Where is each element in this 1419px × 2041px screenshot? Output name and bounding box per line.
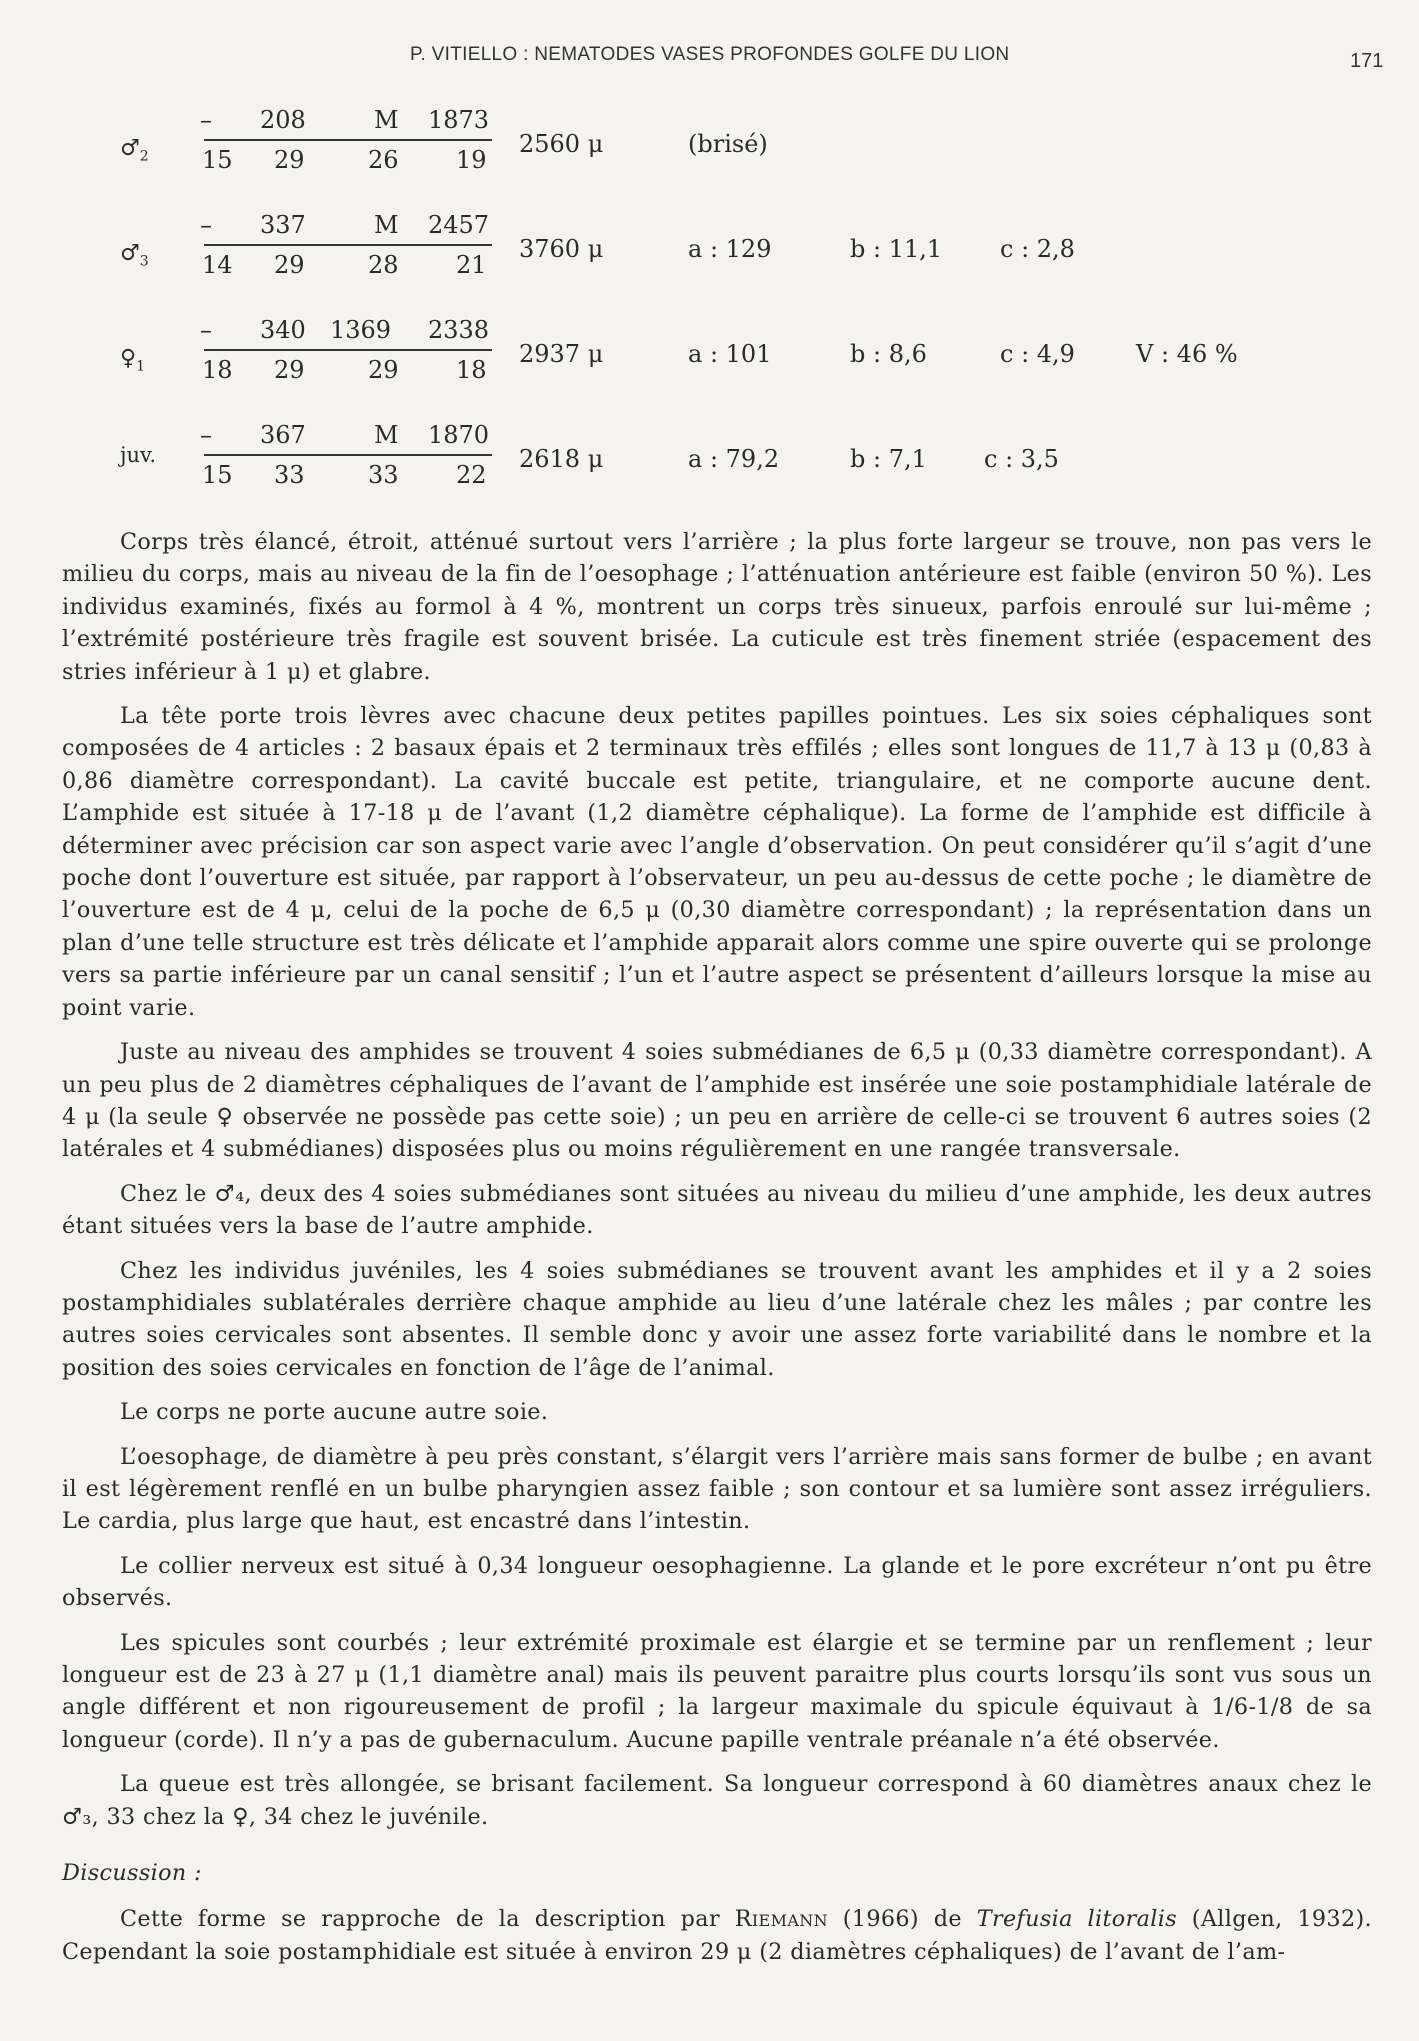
fraction-rule [204,349,492,351]
paragraph-tail: La queue est très allongée, se brisant facilement. Sa longueur correspond à 60 diamètres anaux chez le ♂₃, 33 chez la ♀, 34 chez le juvénile. [62,1771,1372,1830]
ratio-c: c : 2,8 [1000,235,1075,263]
paragraph-submedian-setae: Juste au niveau des amphides se trouvent 4 soies submédianes de 6,5 μ (0,33 diamètre correspondant). A un peu plus de 2 diamètres céphaliques de l’avant de l’amphide est insérée une soie postamphidiale latérale de 4 μ (la seule ♀ observée ne possède pas cette soie) ; un peu en arrière de celle-ci se trouvent 6 autres soies (2 latérales et 4 submédianes) disposées plus ou moins régulièrement en une rangée transversale. [62,1039,1372,1163]
running-title: P. VITIELLO : NEMATODES VASES PROFONDES GOLFE DU LION [410,44,1010,65]
formula-top-value: 1870 [428,421,490,449]
ratio-b: b : 11,1 [850,235,943,263]
formula-bottom-value: 33 [274,461,305,489]
specimen-label: $♂_3$ [120,241,149,270]
formula-bottom-value: 14 [202,251,233,279]
formula-bottom-value: 28 [368,251,399,279]
author-name: Riemann [734,1906,828,1933]
formula-bottom-value: 29 [274,146,305,174]
specimen-label: $♂_2$ [120,136,149,165]
ratio-b: b : 8,6 [850,340,927,368]
paragraph-male-4: Chez le ♂₄, deux des 4 soies submédianes sont situées au niveau du milieu d’une amphide, les deux autres étant situées vers la base de l’autre amphide. [62,1180,1372,1240]
formula-bottom-value: 21 [456,251,487,279]
ratio-a: (brisé) [688,130,768,158]
formula-row-male-3 [0,209,1419,289]
formula-bottom-value: 29 [274,251,305,279]
formula-row-juvenile [0,419,1419,499]
specimen-label: juv. [120,443,157,467]
formula-top-value: – [200,421,212,449]
total-length: 3760 μ [519,235,604,263]
formula-top-value: 367 [260,421,306,449]
formula-bottom-value: 15 [202,146,233,174]
formula-top-value: 208 [260,106,306,134]
fraction-rule [204,139,492,141]
formula-top-value: – [200,211,212,239]
formula-bottom-value: 18 [202,356,233,384]
formula-top-value: M [374,106,399,134]
measurement-fraction [200,419,494,499]
fraction-rule [204,244,492,246]
ratio-b: b : 7,1 [850,445,927,473]
formula-bottom-value: 26 [368,146,399,174]
article-body [62,526,1372,1974]
paragraph-head-description: La tête porte trois lèvres avec chacune deux petites papilles pointues. Les six soies céphaliques sont composées de 4 articles : 2 basaux épais et 2 terminaux très effilés ; elles sont longues de 11,7 à 13 μ (0,83 à 0,86 diamètre correspondant). La cavité buccale est petite, triangulaire, et ne comporte aucune dent. L’amphide est située à 17-18 μ de l’avant (1,2 diamètre céphalique). La forme de l’amphide est difficile à déterminer avec précision car son aspect varie avec l’angle d’observation. On peut considérer qu’il s’agit d’une poche dont l’ouverture est située, par rapport à l’observateur, un peu au-dessus de cette poche ; le diamètre de l’ouverture est de 4 μ, celui de la poche de 6,5 μ (0,30 diamètre correspondant) ; la représentation dans un plan d’une telle structure est très délicate et l’amphide apparait alors comme une spire ouverte qui se prolonge vers sa partie inférieure par un canal sensitif ; l’un et l’autre aspect se présentent d’ailleurs lorsque la mise au point varie. [62,703,1372,1021]
formula-top-value: 1369 [330,316,392,344]
formula-bottom-value: 29 [368,356,399,384]
paragraph-juveniles: Chez les individus juvéniles, les 4 soies submédianes se trouvent avant les amphides et il y a 2 soies postamphidiales sublatérales derrière chaque amphide au lieu d’une latérale chez les mâles ; par contre les autres soies cervicales sont absentes. Il semble donc y avoir une assez forte variabilité dans le nombre et la position des soies cervicales en fonction de l’âge de l’animal. [62,1257,1372,1381]
formula-top-value: M [374,421,399,449]
page-number: 171 [1350,50,1384,72]
fraction-rule [204,454,492,456]
species-name: Trefusia litoralis [976,1906,1177,1933]
total-length: 2937 μ [519,340,604,368]
formula-row-female-1 [0,314,1419,394]
ratio-a: a : 129 [688,235,772,263]
total-length: 2618 μ [519,445,604,473]
paragraph-discussion: Cette forme se rapproche de la description par Riemann (1966) de Trefusia litoralis (Allgen, 1932). Cependant la soie postamphidiale est située à environ 29 μ (2 diamètres céphaliques) de l’avant de l’am- [62,1906,1372,1965]
measurement-fraction [200,209,494,289]
ratio-c: c : 4,9 [1000,340,1075,368]
paragraph-oesophagus: L’oesophage, de diamètre à peu près constant, s’élargit vers l’arrière mais sans former de bulbe ; en avant il est légèrement renflé en un bulbe pharyngien assez faible ; son contour et sa lumière sont assez irréguliers. Le cardia, plus large que haut, est encastré dans l’intestin. [62,1443,1372,1535]
formula-bottom-value: 18 [456,356,487,384]
ratio-c: c : 3,5 [984,445,1059,473]
ratio-a: a : 79,2 [688,445,780,473]
paragraph-spicules: Les spicules sont courbés ; leur extrémité proximale est élargie et se termine par un renflement ; leur longueur est de 23 à 27 μ (1,1 diamètre anal) mais ils peuvent paraitre plus courts lorsqu’ils sont vus sous un angle différent et non rigoureusement de profil ; la largeur maximale du spicule équivaut à 1/6-1/8 de sa longueur (corde). Il n’y a pas de gubernaculum. Aucune papille ventrale préanale n’a été observée. [62,1629,1372,1753]
paragraph-nerve-ring: Le collier nerveux est situé à 0,34 longueur oesophagienne. La glande et le pore excréteur n’ont pu être observés. [62,1552,1372,1612]
formula-bottom-value: 33 [368,461,399,489]
specimen-label: $♀_1$ [120,346,146,375]
formula-row-male-2 [0,104,1419,184]
formula-top-value: M [374,211,399,239]
formula-top-value: 337 [260,211,306,239]
measurement-fraction [200,314,494,394]
formula-top-value: – [200,316,212,344]
formula-top-value: 2338 [428,316,490,344]
formula-top-value: 2457 [428,211,490,239]
formula-bottom-value: 15 [202,461,233,489]
paragraph-body-setae: Le corps ne porte aucune autre soie. [120,1399,549,1426]
formula-bottom-value: 22 [456,461,487,489]
formula-bottom-value: 29 [274,356,305,384]
formula-top-value: 1873 [428,106,490,134]
total-length: 2560 μ [519,130,604,158]
formula-bottom-value: 19 [456,146,487,174]
section-heading-discussion: Discussion : [62,1860,202,1887]
ratio-a: a : 101 [688,340,772,368]
ratio-v: V : 46 % [1136,340,1238,368]
measurement-fraction [200,104,494,184]
paragraph-body-description: Corps très élancé, étroit, atténué surtout vers l’arrière ; la plus forte largeur se trouve, non pas vers le milieu du corps, mais au niveau de la fin de l’oesophage ; l’atténuation antérieure est faible (environ 50 %). Les individus examinés, fixés au formol à 4 %, montrent un corps très sinueux, parfois enroulé sur lui-même ; l’extrémité postérieure très fragile est souvent brisée. La cuticule est très finement striée (espacement des stries inférieur à 1 μ) et glabre. [62,529,1372,685]
formula-top-value: – [200,106,212,134]
formula-top-value: 340 [260,316,306,344]
